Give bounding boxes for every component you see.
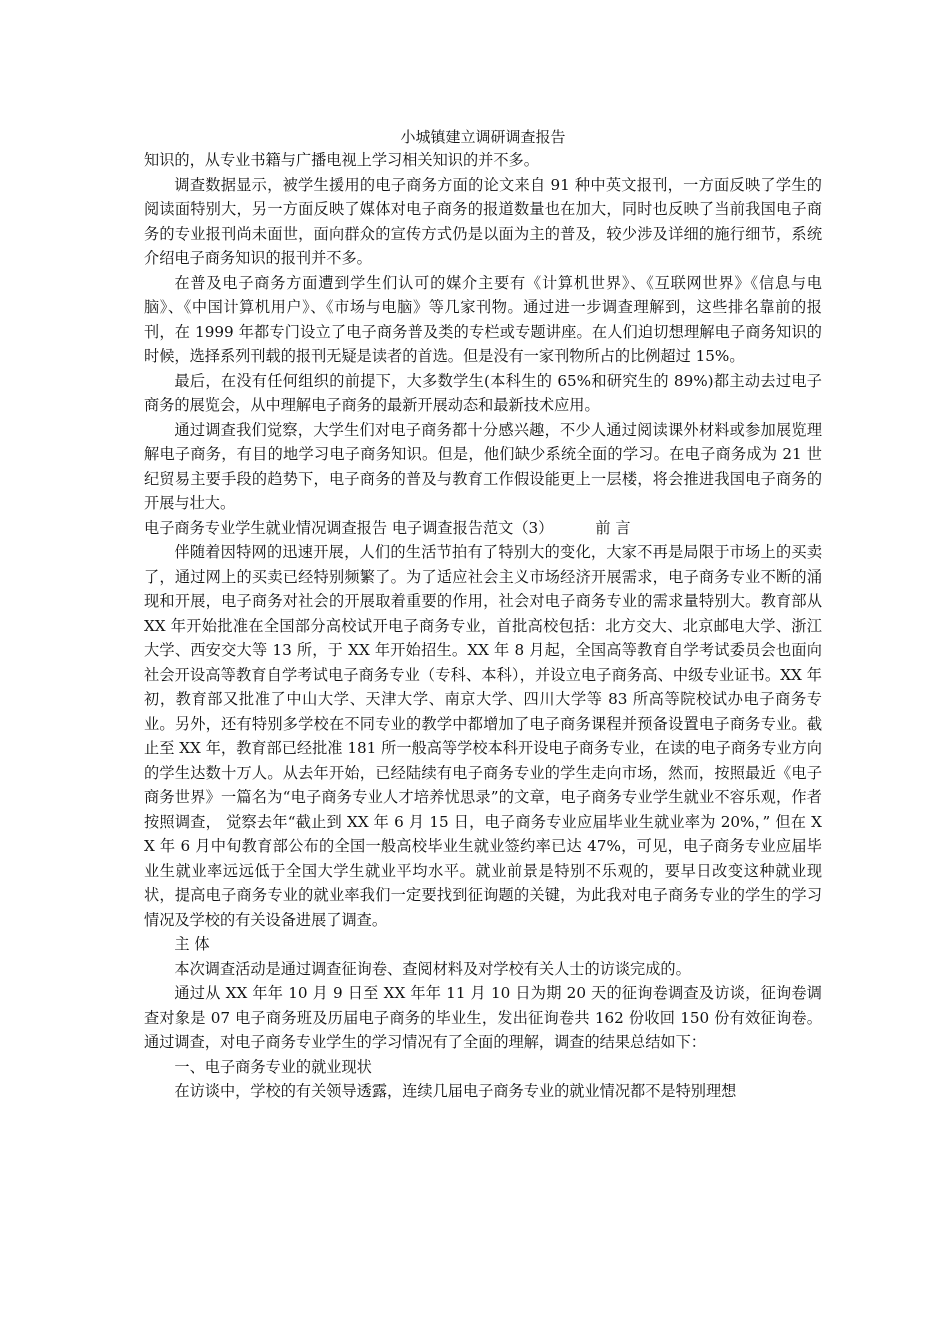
paragraph: 通过调查我们觉察，大学生们对电子商务都十分感兴趣，不少人通过阅读课外材料或参加展览理解电子商务，有目的地学习电子商务知识。但是，他们缺少系统全面的学习。在电子商务成为 21 世纪贸易主要手段的趋势下，电子商务的普及与教育工作假设能更上一层楼，将会推进我国电子商务的开展与壮大。 [144,420,822,512]
subheading-employment-status: 一、电子商务专业的就业现状 [174,1057,372,1076]
paragraph: 最后，在没有任何组织的前提下，大多数学生(本科生的 65%和研究生的 89%)都主动去过电子商务的展览会，从中理解电子商务的最新开展动态和最新技术应用。 [144,371,822,414]
section-heading [144,516,822,541]
paragraph: 调查数据显示，被学生援用的电子商务方面的论文来自 91 种中英文报刊，一方面反映了学生的阅读面特别大，另一方面反映了媒体对电子商务的报道数量也在加大，同时也反映了当前我国电子商务的专业报刊尚未面世，面向群众的宣传方式仍是以面为主的普及，较少涉及详细的施行细节，系统介绍电子商务知识的报刊并不多。 [144,175,822,267]
document-title: 小城镇建立调研调查报告 [400,128,566,146]
section-heading-preface: 前 言 [595,518,631,537]
paragraph: 在普及电子商务方面遭到学生们认可的媒介主要有《计算机世界》、《互联网世界》《信息与电脑》、《中国计算机用户》、《市场与电脑》等几家刊物。通过进一步调查理解到，这些排名靠前的报刊，在 1999 年都专门设立了电子商务普及类的专栏或专题讲座。在人们迫切想理解电子商务知识的时候，选择系列刊载的报刊无疑是读者的首选。但是没有一家刊物所占的比例超过 15%。 [144,273,822,365]
paragraph: 在访谈中，学校的有关领导透露，连续几届电子商务专业的就业情况都不是特别理想 [174,1082,737,1100]
section-heading-title: 电子商务专业学生就业情况调查报告 电子调查报告范文（3） [144,518,554,537]
paragraph: 通过从 XX 年年 10 月 9 日至 XX 年年 11 月 10 日为期 20 天的征询卷调查及访谈，征询卷调查对象是 07 电子商务班及历届电子商务的毕业生，发出征询卷共 162 份收回 150 份有效征询卷。通过调查，对电子商务专业学生的学习情况有了全面的理解，调查的结果总结如下： [144,984,822,1051]
paragraph: 本次调查活动是通过调查征询卷、查阅材料及对学校有关人士的访谈完成的。 [174,959,691,978]
subheading-main-body: 主 体 [174,935,210,953]
paragraph: 伴随着因特网的迅速开展，人们的生活节拍有了特别大的变化，大家不再是局限于市场上的买卖了，通过网上的买卖已经特别频繁了。为了适应社会主义市场经济开展需求，电子商务专业不断的涌现和开展，电子商务对社会的开展取着重要的作用，社会对电子商务专业的需求量特别大。教育部从 XX 年开始批准在全国部分高校试开电子商务专业，首批高校包括：北方交大、北京邮电大学、浙江大学、西安交大等 13 所，于 XX 年开始招生。XX 年 8 月起，全国高等教育自学考试委员会也面向社会开设高等教育自学考试电子商务专业（专科、本科），并设立电子商务高、中级专业证书。XX 年初，教育部又批准了中山大学、天津大学、南京大学、四川大学等 83 所高等院校试办电子商务专业。另外，还有特别多学校在不同专业的教学中都增加了电子商务课程并预备设置电子商务专业。截止至 XX 年，教育部已经批准 181 所一般高等学校本科开设电子商务专业，在读的电子商务专业方向的学生达数十万人。从去年开始，已经陆续有电子商务专业的学生走向市场，然而，按照最近《电子商务世界》一篇名为“电子商务专业人才培养忧思录”的文章，电子商务专业学生就业不容乐观，作者按照调查， 觉察去年“截止到 XX 年 6 月 15 日，电子商务专业应届毕业生就业率为 20%，” 但在 XX 年 6 月中旬教育部公布的全国一般高校毕业生就业签约率已达 47%，可见，电子商务专业应届毕业生就业率远远低于全国大学生就业平均水平。就业前景是特别不乐观的，要早日改变这种就业现状，提高电子商务专业的就业率我们一定要找到征询题的关键，为此我对电子商务专业的学生的学习情况及学校的有关设备进展了调查。 [144,543,822,929]
document-page [144,126,822,1104]
paragraph: 知识的，从专业书籍与广播电视上学习相关知识的并不多。 [144,151,539,169]
